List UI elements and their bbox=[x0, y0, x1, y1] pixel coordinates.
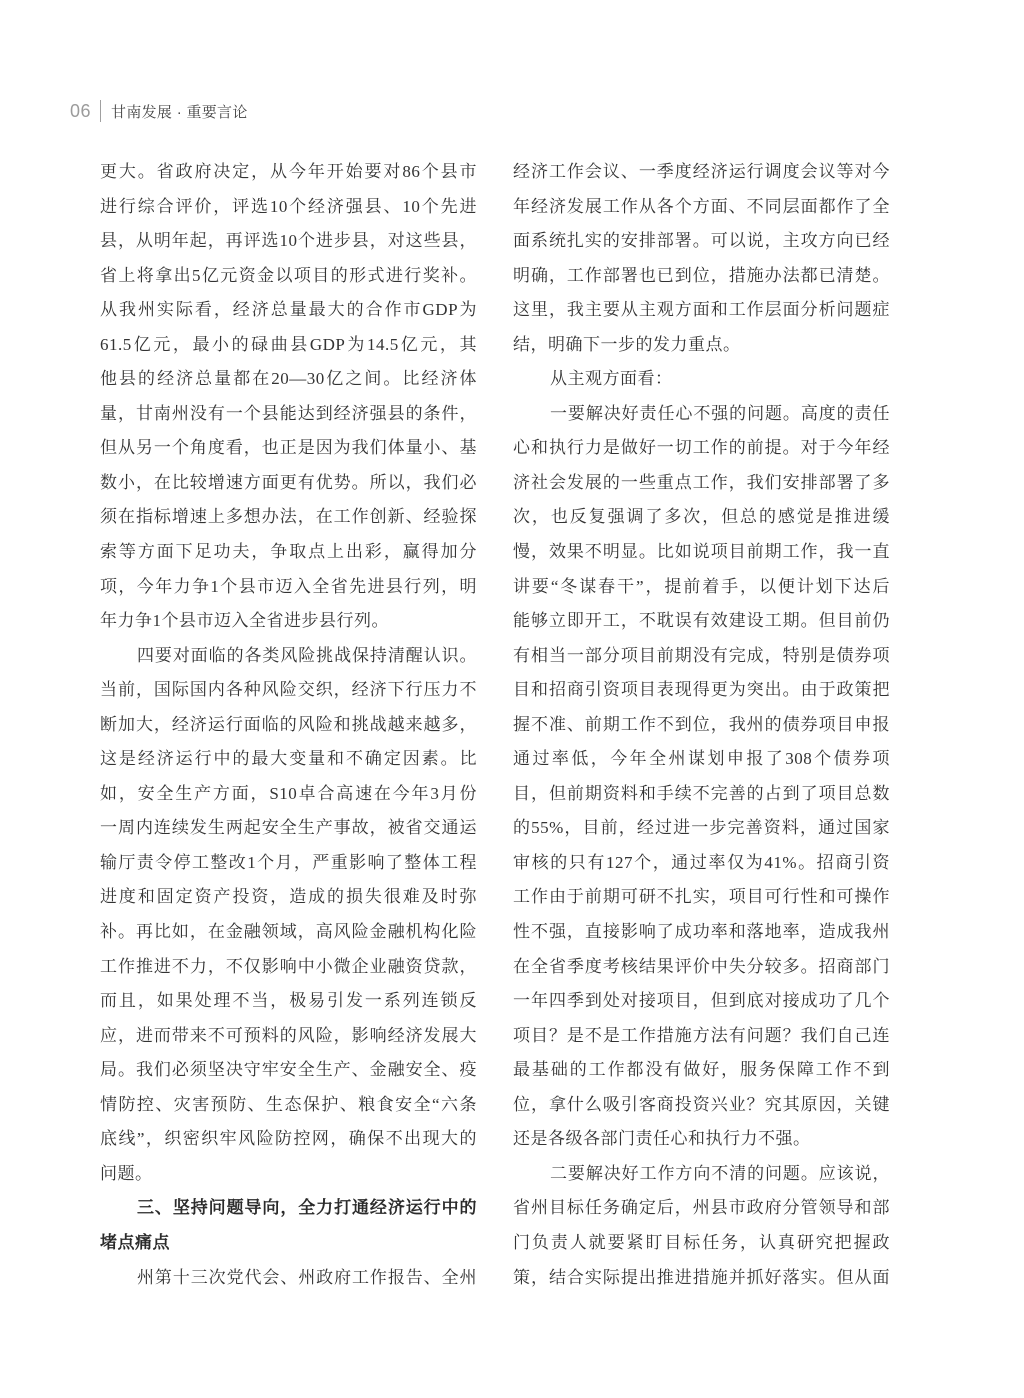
text-line: 性不强，直接影响了成功率和落地率，造成我州 bbox=[513, 922, 890, 942]
text-line: 经济工作会议、一季度经济运行调度会议等对今 bbox=[513, 162, 890, 181]
section-heading bbox=[100, 1191, 477, 1260]
text-line: 年经济发展工作从各个方面、不同层面都作了全 bbox=[513, 196, 890, 216]
text-line: 在全省季度考核结果评价中失分较多。招商部门 bbox=[513, 956, 890, 976]
text-line: 还是各级各部门责任心和执行力不强。 bbox=[513, 1129, 811, 1149]
text-line: 目，但前期资料和手续不完善的占到了项目总数 bbox=[513, 783, 890, 803]
text-line: 但从另一个角度看，也正是因为我们体量小、基 bbox=[100, 438, 477, 458]
text-line: 项，今年力争1个县市迈入全省先进县行列，明 bbox=[100, 576, 477, 596]
text-line: 量，甘南州没有一个县能达到经济强县的条件， bbox=[100, 403, 477, 423]
text-line: 项目？是不是工作措施方法有问题？我们自己连 bbox=[513, 1025, 890, 1045]
text-line: 断加大，经济运行面临的风险和挑战越来越多， bbox=[100, 714, 477, 734]
text-line: 进行综合评价，评选10个经济强县、10个先进 bbox=[100, 196, 477, 216]
text-line: 二要解决好工作方向不清的问题。应该说， bbox=[550, 1163, 890, 1183]
text-line: 这是经济运行中的最大变量和不确定因素。比 bbox=[100, 749, 477, 769]
text-line: 61.5亿元，最小的碌曲县GDP为14.5亿元，其 bbox=[100, 334, 477, 354]
text-line: 明确，工作部署也已到位，措施办法都已清楚。 bbox=[513, 265, 890, 285]
text-line: 州第十三次党代会、州政府工作报告、全州 bbox=[137, 1267, 477, 1287]
text-line: 面系统扎实的安排部署。可以说，主攻方向已经 bbox=[513, 231, 890, 251]
text-line: 这里，我主要从主观方面和工作层面分析问题症 bbox=[513, 300, 890, 320]
text-line: 一要解决好责任心不强的问题。高度的责任 bbox=[550, 403, 890, 423]
header-divider bbox=[100, 100, 101, 122]
text-line: 他县的经济总量都在20—30亿之间。比经济体 bbox=[100, 369, 477, 389]
text-line: 底线”，织密织牢风险防控网，确保不出现大的 bbox=[100, 1129, 477, 1149]
text-line: 问题。 bbox=[100, 1163, 153, 1183]
text-line: 四要对面临的各类风险挑战保持清醒认识。 bbox=[137, 645, 477, 665]
paragraph bbox=[513, 1157, 890, 1295]
paragraph bbox=[513, 362, 890, 397]
running-header bbox=[70, 99, 248, 123]
text-line: 情防控、灾害预防、生态保护、粮食安全“六条 bbox=[100, 1094, 477, 1114]
paragraph bbox=[100, 155, 477, 639]
text-line: 最基础的工作都没有做好，服务保障工作不到 bbox=[513, 1060, 890, 1080]
text-line: 索等方面下足功夫，争取点上出彩，赢得加分 bbox=[100, 542, 477, 562]
text-line: 讲要“冬谋春干”，提前着手，以便计划下达后 bbox=[513, 576, 890, 596]
text-line: 心和执行力是做好一切工作的前提。对于今年经 bbox=[513, 438, 890, 458]
text-line: 门负责人就要紧盯目标任务，认真研究把握政 bbox=[513, 1232, 890, 1252]
text-line: 济社会发展的一些重点工作，我们安排部署了多 bbox=[513, 472, 890, 492]
text-line: 三、坚持问题导向，全力打通经济运行中的 bbox=[137, 1198, 477, 1218]
text-line: 通过率低，今年全州谋划申报了308个债券项 bbox=[513, 749, 890, 769]
text-line: 应，进而带来不可预料的风险，影响经济发展大 bbox=[100, 1025, 477, 1045]
text-line: 更大。省政府决定，从今年开始要对86个县市 bbox=[100, 162, 477, 181]
text-line: 堵点痛点 bbox=[100, 1232, 170, 1252]
text-line: 补。再比如，在金融领域，高风险金融机构化险 bbox=[100, 922, 477, 942]
text-line: 结，明确下一步的发力重点。 bbox=[513, 334, 741, 354]
text-line: 有相当一部分项目前期没有完成，特别是债券项 bbox=[513, 645, 890, 665]
text-line: 工作推进不力，不仅影响中小微企业融资贷款， bbox=[100, 956, 477, 976]
text-line: 从主观方面看： bbox=[550, 369, 673, 389]
text-line: 如，安全生产方面，S10卓合高速在今年3月份 bbox=[100, 783, 477, 803]
text-line: 策，结合实际提出推进措施并抓好落实。但从面 bbox=[513, 1267, 890, 1287]
text-line: 数小，在比较增速方面更有优势。所以，我们必 bbox=[100, 472, 477, 492]
text-line: 年力争1个县市迈入全省进步县行列。 bbox=[100, 611, 389, 631]
text-line: 而且，如果处理不当，极易引发一系列连锁反 bbox=[100, 991, 477, 1011]
text-line: 县，从明年起，再评选10个进步县，对这些县， bbox=[100, 231, 477, 251]
text-line: 省上将拿出5亿元资金以项目的形式进行奖补。 bbox=[100, 265, 477, 285]
left-column bbox=[100, 155, 477, 1295]
text-line: 须在指标增速上多想办法，在工作创新、经验探 bbox=[100, 507, 477, 527]
text-line: 一周内连续发生两起安全生产事故，被省交通运 bbox=[100, 818, 477, 838]
text-line: 当前，国际国内各种风险交织，经济下行压力不 bbox=[100, 680, 477, 700]
text-line: 能够立即开工，不耽误有效建设工期。但目前仍 bbox=[513, 611, 890, 631]
paragraph bbox=[513, 397, 890, 1157]
text-line: 目和招商引资项目表现得更为突出。由于政策把 bbox=[513, 680, 890, 700]
text-line: 局。我们必须坚决守牢安全生产、金融安全、疫 bbox=[100, 1060, 477, 1080]
right-column bbox=[513, 155, 890, 1295]
text-line: 审核的只有127个，通过率仅为41%。招商引资 bbox=[513, 852, 890, 872]
text-line: 位，拿什么吸引客商投资兴业？究其原因，关键 bbox=[513, 1094, 890, 1114]
text-line: 从我州实际看，经济总量最大的合作市GDP为 bbox=[100, 300, 477, 320]
text-line: 省州目标任务确定后，州县市政府分管领导和部 bbox=[513, 1198, 890, 1218]
text-line: 一年四季到处对接项目，但到底对接成功了几个 bbox=[513, 991, 890, 1011]
text-line: 输厅责令停工整改1个月，严重影响了整体工程 bbox=[100, 852, 477, 872]
paragraph bbox=[100, 639, 477, 1192]
text-line: 进度和固定资产投资，造成的损失很难及时弥 bbox=[100, 887, 477, 907]
text-line: 握不准、前期工作不到位，我州的债券项目申报 bbox=[513, 714, 890, 734]
text-line: 工作由于前期可研不扎实，项目可行性和可操作 bbox=[513, 887, 890, 907]
paragraph bbox=[513, 155, 890, 362]
paragraph bbox=[100, 1261, 477, 1296]
text-line: 的55%，目前，经过进一步完善资料，通过国家 bbox=[513, 818, 890, 838]
section-title: 甘南发展 · 重要言论 bbox=[111, 103, 248, 121]
text-line: 次，也反复强调了多次，但总的感觉是推进缓 bbox=[513, 507, 890, 527]
page-number: 06 bbox=[70, 100, 92, 121]
text-line: 慢，效果不明显。比如说项目前期工作，我一直 bbox=[513, 542, 890, 562]
